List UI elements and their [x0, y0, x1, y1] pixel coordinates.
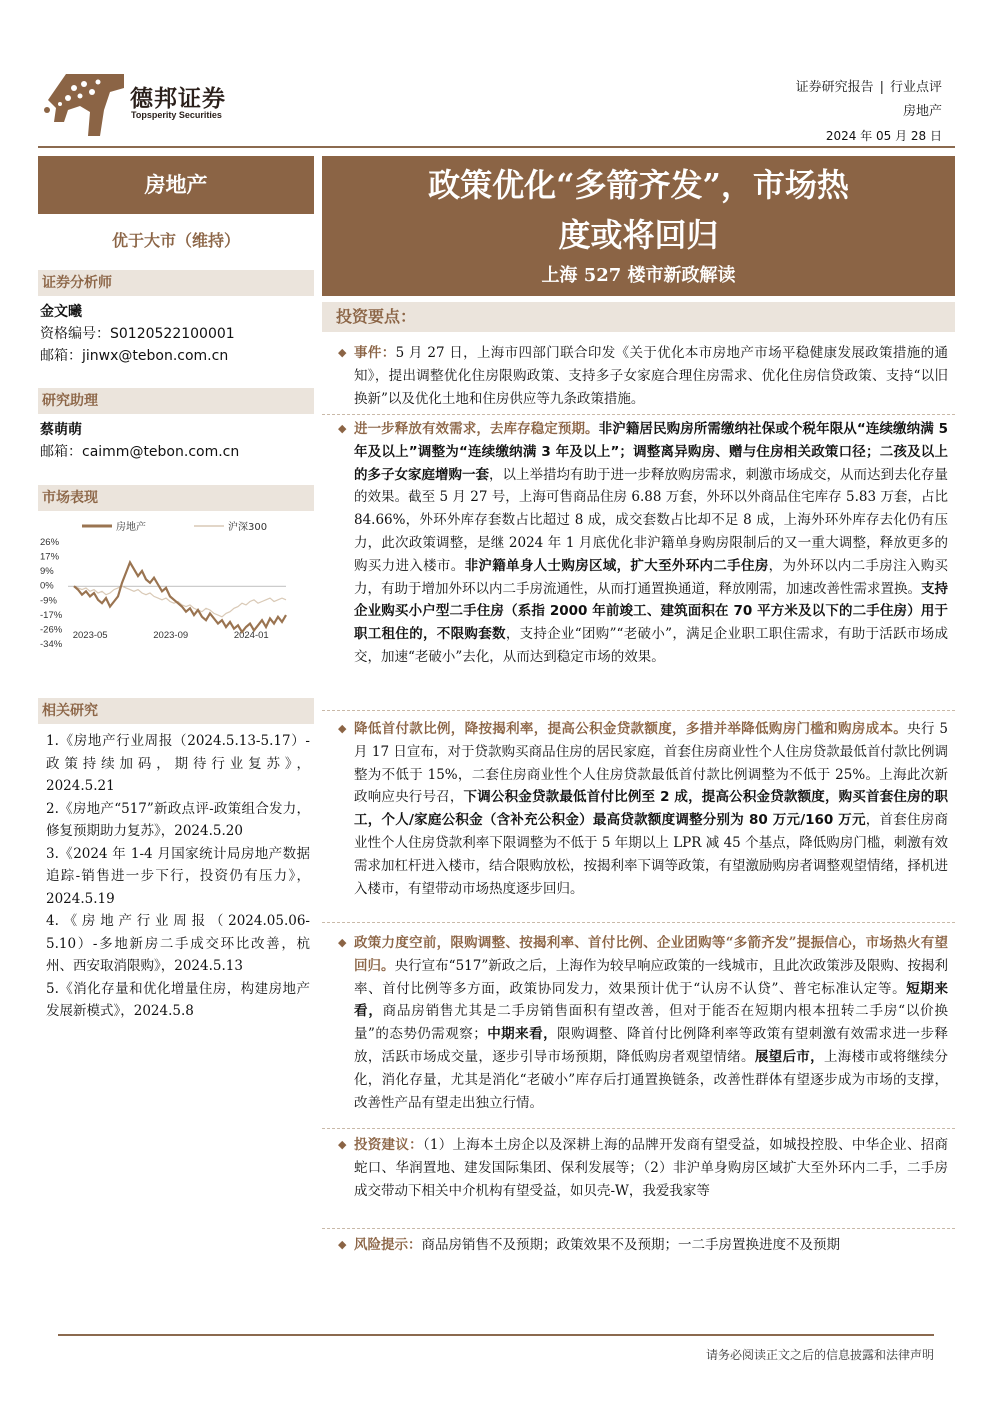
related-section-title: 相关研究	[38, 698, 314, 724]
dashed-divider	[322, 710, 955, 711]
analyst-name: 金文曦	[40, 304, 82, 320]
report-sector: 房地产	[902, 104, 942, 119]
dashed-divider	[322, 414, 955, 415]
report-subtitle: 上海 527 楼市新政解读	[541, 265, 736, 286]
point-text: ，以上举措均有助于进一步释放购房需求，刺激市场成交，从而达到去化存量的效果。截至 5 月 27 号，上海可售商品住房 6.88 万套，外环以外商品住宅库存 5.83 万套，占比 84.66%，外环外库存套数占比超过 8 成，成交套数占比却不足 8 成，上海外环外库存去化仍有压力，此次政策调整，是继 2024 年 1 月底优化非沪籍单身购房限制后的又一重大调整，释放更多的购买力进入楼市。	[354, 466, 948, 574]
point-text: （1）上海本土房企以及深耕上海的品牌开发商有望受益，如城投控股、中华企业、招商蛇口、华润置地、建发国际集团、保利发展等；（2）非沪单身购房区域扩大至外环内二手，二手房成交带动下相关中介机构有望受益，如贝壳-W，我爱我家等	[354, 1137, 948, 1199]
point-text: 上海楼市或将继续分化，消化存量，尤其是消化“老破小”库存后打通置换链条，改善性群体有望逐步成为市场的支撑，改善性产品有望走出独立行情。	[354, 1048, 949, 1111]
point-head: 政策力度空前，限购调整、按揭利率、首付比例、企业团购等“多箭齐发”提振信心，市场热火有望回归。	[354, 935, 948, 974]
point-risk	[336, 1234, 948, 1257]
email-label: 邮箱：	[40, 348, 82, 364]
separator: |	[879, 80, 884, 95]
cert-label: 资格编号：	[40, 326, 110, 342]
point-bold: 短期来看，	[354, 980, 948, 1020]
dashed-divider	[322, 922, 955, 923]
market-section-title: 市场表现	[38, 485, 314, 511]
point-text: 限购调整、降首付比例降利率等政策有望刺激有效需求进一步释放，活跃市场成交量，逐步引导市场预期，降低购房者观望情绪。	[354, 1026, 949, 1065]
y-tick-label: -26%	[40, 624, 63, 636]
report-title-line1: 政策优化“多箭齐发”，市场热	[428, 166, 849, 204]
point-bold: 支持企业购买小户型二手住房（系指 2000 年前竣工、建筑面积在 70 平方米及以下的二手住房）用于职工租住的，不限购套数	[354, 580, 948, 643]
y-tick-label: -17%	[40, 609, 63, 621]
point-text: ，为外环以内二手房注入购买力，有助于增加外环以内二手房流通性，从而打通置换通道，释放刚需，加速改善性需求置换。	[354, 557, 949, 597]
bullet-icon: ◆	[338, 1138, 347, 1151]
point-bold: 展望后市，	[754, 1048, 824, 1065]
point-bold: 非沪籍单身人士购房区域，扩大至外环内二手住房	[464, 557, 769, 574]
y-tick-label: -9%	[40, 595, 57, 607]
related-item[interactable]: 1.《房地产行业周报（2024.5.13-5.17）-政策持续加码，期待行业复苏》，2024.5.21	[46, 733, 310, 794]
assistant-name: 蔡萌萌	[40, 422, 82, 438]
point-head: 风险提示：	[354, 1237, 422, 1253]
point-investment	[336, 1134, 948, 1202]
bullet-icon: ◆	[338, 722, 347, 735]
x-tick-label: 2023-09	[153, 630, 189, 641]
market-performance-chart	[38, 512, 314, 652]
point-text: ，支持企业“团购”“老破小”，满足企业职工职住需求，有助于活跃市场成交，加速“老破小”去化，从而达到稳定市场的效果。	[354, 626, 949, 665]
series-line-benchmark	[74, 586, 286, 617]
sector-label: 房地产	[38, 156, 314, 214]
y-tick-label: 26%	[40, 537, 60, 548]
point-head: 事件：	[354, 345, 396, 361]
report-type: 证券研究报告	[795, 80, 874, 95]
point-text: ，首套住房商业性个人住房贷款利率下限调整为不低于 5 年期以上 LPR 减 45 个基点，降低购房门槛，刺激有效需求加杠杆进入楼市，结合限购放松，按揭利率下调等政策，有望激励购房者调整观望情绪，择机进入楼市，有望带动市场热度逐步回归。	[354, 812, 948, 897]
x-tick-label: 2023-05	[72, 630, 108, 641]
point-text: 5 月 27 日，上海市四部门联合印发《关于优化本市房地产市场平稳健康发展政策措施的通知》，提出调整优化住房限购政策、支持多子女家庭合理住房需求、优化住房信贷政策、支持“以旧换新”以及优化土地和住房供应等九条政策措施。	[354, 345, 949, 407]
legend-label: 房地产	[116, 522, 146, 533]
point-bold: 非沪籍居民购房所需缴纳社保或个税年限从“连续缴纳满 5 年及以上”调整为“连续缴纳满 3 年及以上”；调整离异购房、赠与住房相关政策口径；二孩及以上的多子女家庭增购一套	[354, 421, 949, 483]
title-banner	[322, 156, 955, 296]
header-divider	[38, 146, 955, 148]
dashed-divider	[322, 1128, 955, 1129]
analyst-email	[40, 345, 228, 365]
analyst-cert	[40, 323, 235, 343]
point-head: 降低首付款比例，降按揭利率，提高公积金贷款额度，多措并举降低购房门槛和购房成本。	[354, 721, 908, 737]
brand-name-en: Topsperity Securities	[131, 110, 222, 120]
bullet-icon: ◆	[338, 346, 347, 359]
disclaimer-notice[interactable]: 请务必阅读正文之后的信息披露和法律声明	[705, 1348, 934, 1362]
point-bold: 下调公积金贷款最低首付比例至 2 成，提高公积金贷款额度，购买首套住房的职工，个人/家庭公积金（含补充公积金）最高贷款额度调整分别为 80 万元/160 万元	[354, 789, 949, 829]
assistant-email	[40, 441, 239, 461]
bullet-icon: ◆	[338, 936, 347, 949]
email-label: 邮箱：	[40, 444, 82, 460]
report-meta	[796, 76, 942, 148]
point-text: 商品房销售不及预期；政策效果不及预期；一二手房置换进度不及预期	[421, 1237, 840, 1253]
dashed-divider	[322, 1228, 955, 1229]
legend-label: 沪深300	[228, 522, 268, 533]
point-downpayment	[336, 718, 948, 900]
point-policy	[336, 932, 948, 1114]
rating: 优于大市（维持）	[111, 231, 240, 250]
related-item[interactable]: 2.《房地产“517”新政点评-政策组合发力，修复预期助力复苏》，2024.5.20	[46, 800, 310, 839]
related-item[interactable]: 5.《消化存量和优化增量住房，构建房地产发展新模式》，2024.5.8	[46, 980, 310, 1019]
tebon-leopard-logo	[44, 70, 124, 136]
cert-number: S0120522100001	[110, 326, 235, 342]
report-date: 2024 年 05 月 28 日	[825, 129, 942, 143]
y-tick-label: 9%	[40, 566, 54, 578]
related-item[interactable]: 4.《房地产行业周报（2024.05.06-5.10）-多地新房二手成交环比改善，杭州、西安取消限购》，2024.5.13	[46, 913, 310, 974]
footer-divider	[58, 1334, 934, 1336]
point-demand	[336, 418, 948, 669]
point-text: 央行 5 月 17 日宣布，对于贷款购买商品住房的居民家庭，首套住房商业性个人住房贷款最低首付款比例调整为不低于 15%，二套住房商业性个人住房贷款最低首付款比例调整为不低于 25%。上海此次新政响应央行号召，	[354, 721, 948, 806]
assistant-section-title: 研究助理	[38, 388, 314, 414]
brand-name-cn: 德邦证券	[130, 86, 226, 112]
y-tick-label: -34%	[40, 639, 63, 650]
point-bold: 中期来看，	[486, 1026, 558, 1043]
point-head: 投资建议：	[354, 1137, 423, 1153]
y-tick-label: 0%	[40, 580, 54, 592]
point-head: 进一步释放有效需求，去库存稳定预期。	[354, 421, 599, 437]
bullet-icon: ◆	[338, 1238, 347, 1251]
x-tick-label: 2024-01	[233, 630, 269, 641]
related-research-list	[46, 730, 310, 1023]
bullet-icon: ◆	[338, 422, 347, 435]
point-text: 央行宣布“517”新政之后，上海作为较早响应政策的一线城市，且此次政策涉及限购、按揭利率、首付比例等多方面，政策协同发力，效果预计优于“认房不认贷”、普宅标准认定等。	[354, 957, 949, 997]
point-text: 商品房销售尤其是二手房销售面积有望改善，但对于能否在短期内根本扭转二手房“以价换量”的态势仍需观察；	[354, 1003, 948, 1043]
y-tick-label: 17%	[40, 551, 60, 563]
report-title-line2: 度或将回归	[558, 216, 719, 254]
email-address[interactable]: jinwx@tebon.com.cn	[82, 348, 229, 364]
report-category: 行业点评	[889, 80, 942, 95]
related-item[interactable]: 3.《2024 年 1-4 月国家统计局房地产数据追踪-销售进一步下行，投资仍有压力》，2024.5.19	[46, 845, 310, 907]
series-line-sector	[74, 562, 286, 632]
point-event	[336, 342, 948, 410]
analyst-section-title: 证券分析师	[38, 270, 314, 296]
email-address[interactable]: caimm@tebon.com.cn	[82, 444, 240, 460]
key-points-title: 投资要点：	[322, 302, 955, 332]
